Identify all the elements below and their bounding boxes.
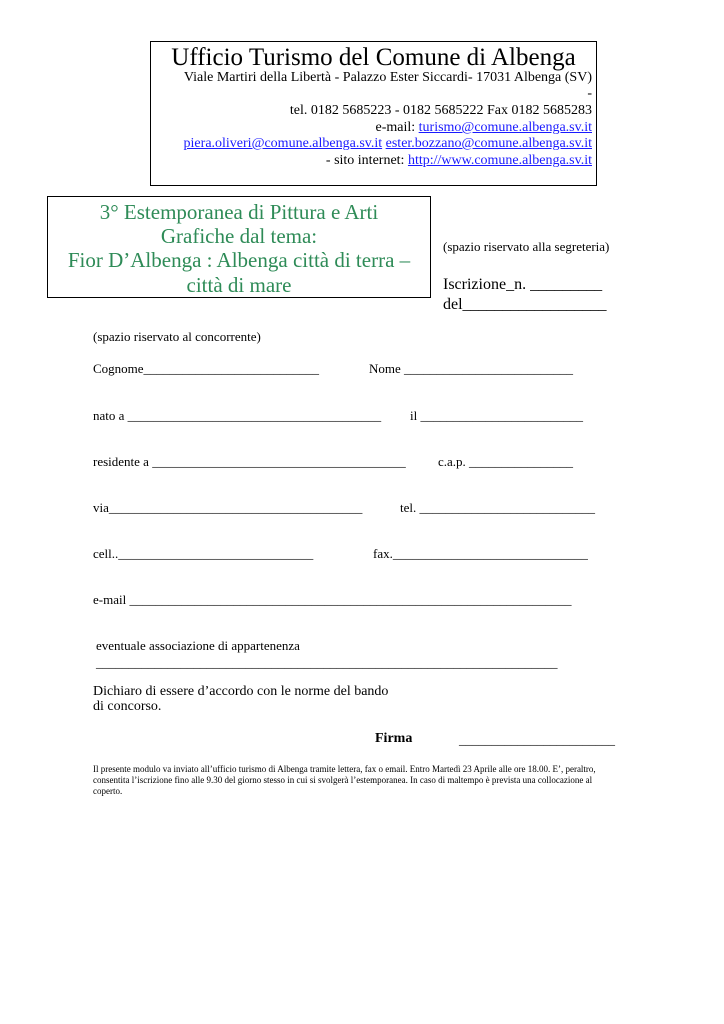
office-phones: tel. 0182 5685223 - 0182 5685222 Fax 0182 5685283	[289, 103, 592, 118]
birthdate-field[interactable]: il _________________________	[410, 408, 583, 423]
office-emails-row2	[184, 136, 592, 152]
website-link[interactable]: http://www.comune.albenga.sv.it	[407, 153, 592, 168]
birthplace-field[interactable]: nato a _______________________________________	[93, 408, 382, 423]
address-dash: -	[587, 86, 592, 101]
email-link-oliveri[interactable]: piera.oliveri@comune.albenga.sv.it	[183, 136, 383, 151]
email-field[interactable]: e-mail ____________________________________________________________________	[93, 592, 572, 607]
postal-code-field[interactable]: c.a.p. ________________	[438, 454, 574, 469]
email-link-turismo[interactable]: turismo@comune.albenga.sv.it	[418, 120, 592, 135]
event-title-line2: Grafiche dal tema:	[160, 224, 318, 248]
signature-label: Firma	[375, 731, 413, 746]
footer-note-line2: consentita l’iscrizione fino alle 9.30 del giorno stesso in cui si svolgerà l’estemporanea. In caso di maltempo è prevista una collocazione al	[93, 775, 593, 785]
residence-field[interactable]: residente a _______________________________________	[93, 454, 406, 469]
association-field[interactable]: _______________________________________________________________________	[96, 655, 558, 670]
office-email-row	[376, 120, 593, 136]
event-title-line1: 3° Estemporanea di Pittura e Arti	[99, 200, 379, 224]
footer-note-line3: coperto.	[93, 786, 123, 796]
association-label: eventuale associazione di appartenenza	[96, 638, 300, 653]
cell-field[interactable]: cell..______________________________	[93, 546, 314, 561]
phone-field[interactable]: tel. ___________________________	[400, 500, 595, 515]
agreement-line1: Dichiaro di essere d’accordo con le norme del bando	[93, 684, 389, 699]
surname-field[interactable]: Cognome___________________________	[93, 361, 320, 376]
registration-date-field[interactable]: del__________________	[443, 296, 607, 313]
name-field[interactable]: Nome __________________________	[369, 361, 574, 376]
event-title-line4: città di mare	[186, 273, 292, 297]
email-link-bozzano[interactable]: ester.bozzano@comune.albenga.sv.it	[385, 136, 592, 151]
office-title: Ufficio Turismo del Comune di Albenga	[171, 44, 576, 71]
site-label: - sito internet:	[325, 153, 408, 168]
footer-note-line1: Il presente modulo va inviato all’ufficio turismo di Albenga tramite lettera, fax o email. Entro Martedì 23 Aprile alle ore 18.00. E’, peraltro,	[93, 764, 596, 774]
secretary-note: (spazio riservato alla segreteria)	[443, 239, 610, 254]
office-address: Viale Martiri della Libertà - Palazzo Ester Siccardi- 17031 Albenga (SV)	[183, 70, 592, 85]
agreement-line2: di concorso.	[93, 699, 162, 714]
contestant-note: (spazio riservato al concorrente)	[93, 329, 261, 344]
event-title-line3: Fior D’Albenga : Albenga città di terra –	[67, 248, 411, 272]
email-label: e-mail:	[375, 120, 419, 135]
signature-field[interactable]: ________________________	[459, 732, 615, 747]
fax-field[interactable]: fax.______________________________	[373, 546, 588, 561]
street-field[interactable]: via_______________________________________	[93, 500, 363, 515]
office-website-row	[326, 153, 592, 169]
registration-number-field[interactable]: Iscrizione_n. _________	[443, 276, 603, 293]
